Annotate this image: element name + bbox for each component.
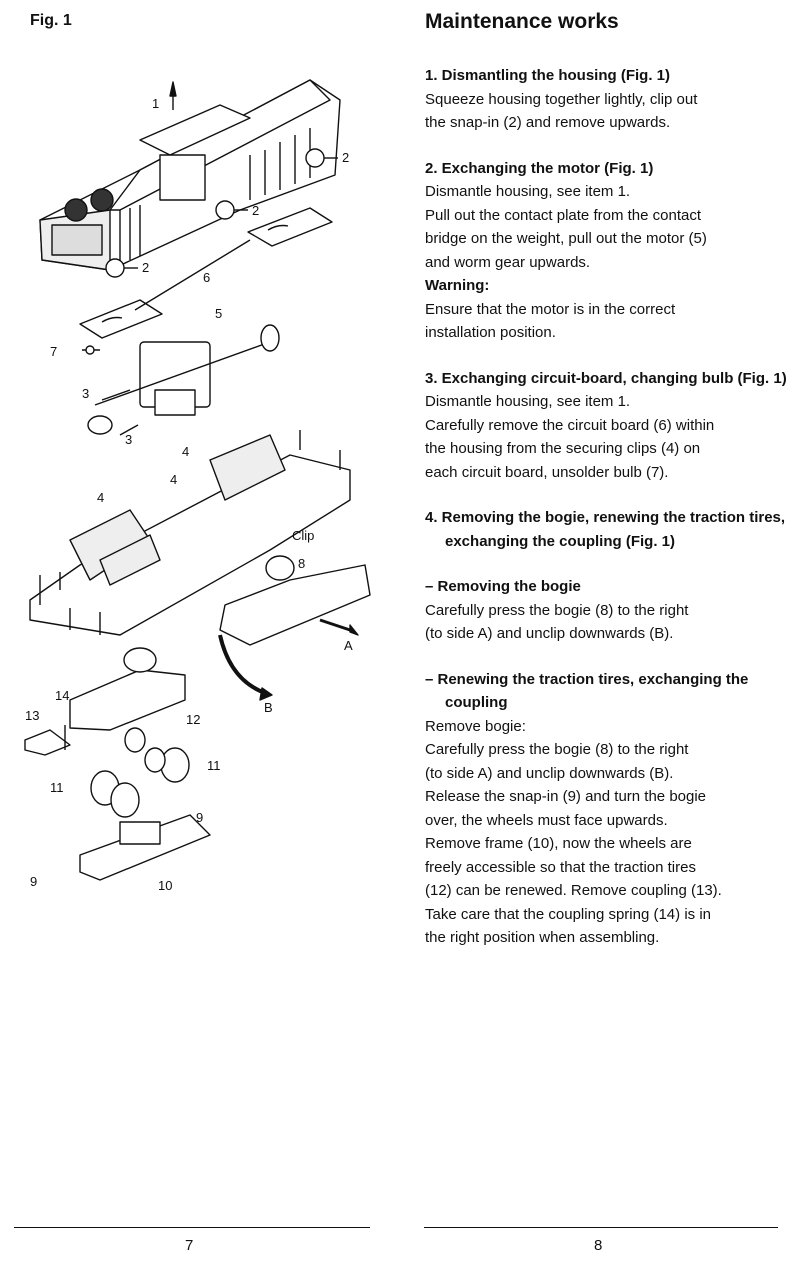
- body-line: over, the wheels must face upwards.: [425, 811, 668, 829]
- section-heading: 2. Exchanging the motor (Fig. 1): [425, 159, 654, 177]
- section-exchanging-motor: [425, 157, 790, 345]
- label-6: 6: [203, 270, 211, 285]
- body-line: and worm gear upwards.: [425, 253, 591, 271]
- body-line: (12) can be renewed. Remove coupling (13).: [425, 882, 722, 899]
- section-heading: 3. Exchanging circuit-board, changing bulb (Fig. 1): [425, 369, 787, 387]
- label-13: 13: [25, 708, 40, 723]
- page-number-right: 8: [594, 1237, 603, 1254]
- body-line: Carefully press the bogie (8) to the right: [425, 741, 689, 758]
- body-line: Release the snap-in (9) and turn the bogie: [425, 788, 707, 805]
- page-number-left: 7: [185, 1237, 194, 1254]
- label-5: 5: [215, 306, 223, 321]
- body-line: installation position.: [425, 324, 556, 341]
- label-2a: 2: [342, 150, 350, 165]
- label-2b: 2: [252, 203, 260, 218]
- body-line: Remove frame (10), now the wheels are: [425, 835, 692, 852]
- footer-rule-right: [424, 1227, 778, 1228]
- label-a: A: [344, 638, 353, 653]
- label-1: 1: [152, 96, 160, 111]
- body-line: Squeeze housing together lightly, clip out: [425, 90, 698, 108]
- body-line: freely accessible so that the traction tires: [425, 858, 696, 876]
- section-bogie: [425, 506, 790, 553]
- section-dismantling-housing: [425, 64, 790, 135]
- body-line: Carefully remove the circuit board (6) within: [425, 416, 715, 434]
- body-line: (to side A) and unclip downwards (B).: [425, 764, 674, 782]
- label-10: 10: [158, 878, 173, 893]
- body-line: (to side A) and unclip downwards (B).: [425, 625, 674, 642]
- body-line: the housing from the securing clips (4) on: [425, 440, 701, 457]
- label-12: 12: [186, 712, 201, 727]
- bogie-illustration: [220, 556, 370, 700]
- label-4c: 4: [97, 490, 105, 505]
- body-line: Dismantle housing, see item 1.: [425, 393, 631, 410]
- label-4a: 4: [182, 444, 190, 459]
- body-line: Pull out the contact plate from the contact: [425, 206, 701, 224]
- label-9a: 9: [196, 810, 204, 825]
- label-clip: Clip: [292, 528, 315, 543]
- warning-label: Warning:: [425, 277, 490, 294]
- label-11b: 11: [50, 780, 64, 795]
- label-8: 8: [298, 556, 306, 571]
- subsection-heading: – Renewing the traction tires, exchanging the coupling: [425, 670, 749, 711]
- label-4b: 4: [170, 472, 178, 487]
- figure-label: Fig. 1: [30, 12, 72, 29]
- label-2c: 2: [142, 260, 150, 275]
- section-circuit-board: [425, 367, 790, 485]
- label-14: 14: [55, 688, 70, 703]
- body-line: Take care that the coupling spring (14) is in: [425, 905, 711, 923]
- body-line: Remove bogie:: [425, 717, 526, 735]
- body-line: the right position when assembling.: [425, 929, 660, 946]
- body-line: Dismantle housing, see item 1.: [425, 183, 631, 200]
- exploded-locomotive-diagram: [10, 60, 390, 900]
- bogie-parts-illustration: [25, 648, 210, 880]
- section-heading: 1. Dismantling the housing (Fig. 1): [425, 67, 671, 84]
- page-title: Maintenance works: [425, 10, 619, 33]
- body-line: the snap-in (2) and remove upwards.: [425, 114, 671, 131]
- label-3a: 3: [82, 386, 90, 401]
- subsection-heading: – Removing the bogie: [425, 578, 581, 595]
- label-9b: 9: [30, 874, 38, 889]
- label-11a: 11: [207, 758, 221, 773]
- label-b: B: [264, 700, 273, 715]
- section-heading: 4. Removing the bogie, renewing the traction tires, exchanging the coupling (Fig. 1): [425, 509, 786, 550]
- body-line: bridge on the weight, pull out the motor (5): [425, 230, 707, 247]
- housing-illustration: [40, 80, 340, 277]
- body-line: Carefully press the bogie (8) to the right: [425, 601, 689, 619]
- label-3b: 3: [125, 432, 133, 447]
- label-7: 7: [50, 344, 58, 359]
- body-line: Ensure that the motor is in the correct: [425, 300, 676, 318]
- body-line: each circuit board, unsolder bulb (7).: [425, 463, 669, 481]
- instructions-column: [425, 64, 790, 972]
- subsection-removing-bogie: [425, 575, 790, 646]
- motor-illustration: [88, 325, 279, 435]
- subsection-traction-tires: [425, 668, 790, 950]
- footer-rule-left: [14, 1227, 370, 1228]
